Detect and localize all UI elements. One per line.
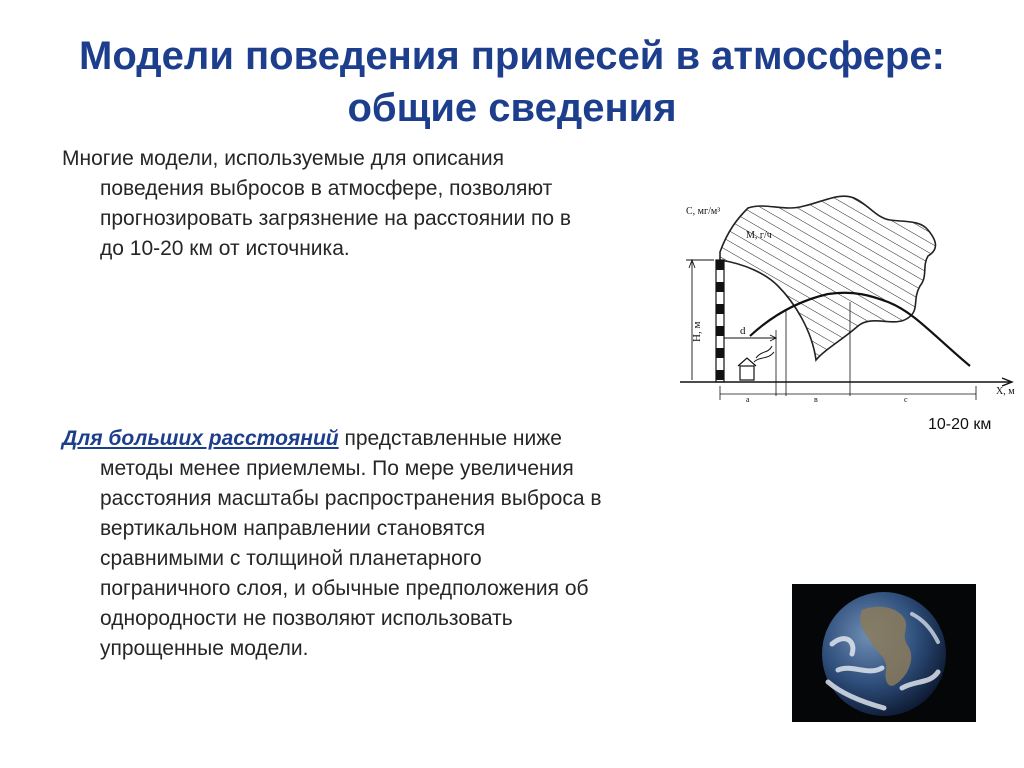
para2-line-6: пограничного слоя, и обычные предположения об — [100, 577, 589, 600]
segment-c: с — [904, 395, 908, 404]
para2-first-rest: представленные ниже — [338, 427, 562, 450]
intro-line-3: прогнозировать загрязнение на расстоянии по в — [100, 207, 572, 230]
intro-paragraph — [62, 144, 662, 268]
intro-line-2: поведения выбросов в атмосфере, позволяют — [100, 177, 553, 200]
earth-image — [792, 584, 976, 722]
label-m: М, г/ч — [746, 230, 772, 241]
plume-dispersion-diagram — [676, 190, 1024, 420]
label-h: Н, м — [691, 321, 703, 342]
para2-line-3: расстояния масштабы распространения выброса в — [100, 487, 602, 510]
label-d: d — [740, 325, 746, 337]
plume-envelope — [720, 196, 936, 360]
para2-line-7: однородности не позволяют использовать — [100, 607, 513, 630]
para2-line-2: методы менее приемлемы. По мере увеличения — [100, 457, 574, 480]
para2-line-1 — [62, 424, 762, 454]
para2-line-4: вертикальном направлении становятся — [100, 517, 486, 540]
stack — [716, 260, 724, 382]
receptor-building — [740, 366, 754, 380]
slide-title — [0, 30, 1024, 134]
label-c: С, мг/м³ — [686, 206, 721, 217]
label-x: Х, м — [996, 386, 1015, 397]
para2-line-5: сравнимыми с толщиной планетарного — [100, 547, 482, 570]
title-line-2: общие сведения — [347, 86, 677, 130]
para2-line-8: упрощенные модели. — [100, 637, 309, 660]
segment-b: в — [814, 395, 818, 404]
title-line-1: Модели поведения примесей в атмосфере: — [79, 34, 945, 78]
para2-emphasis: Для больших расстояний — [62, 427, 339, 450]
intro-line-4: до 10-20 км от источника. — [100, 237, 350, 260]
distance-label: 10-20 км — [928, 416, 992, 433]
large-distance-paragraph — [62, 424, 762, 664]
intro-line-1: Многие модели, используемые для описания — [62, 147, 504, 170]
segment-a: а — [746, 395, 750, 404]
